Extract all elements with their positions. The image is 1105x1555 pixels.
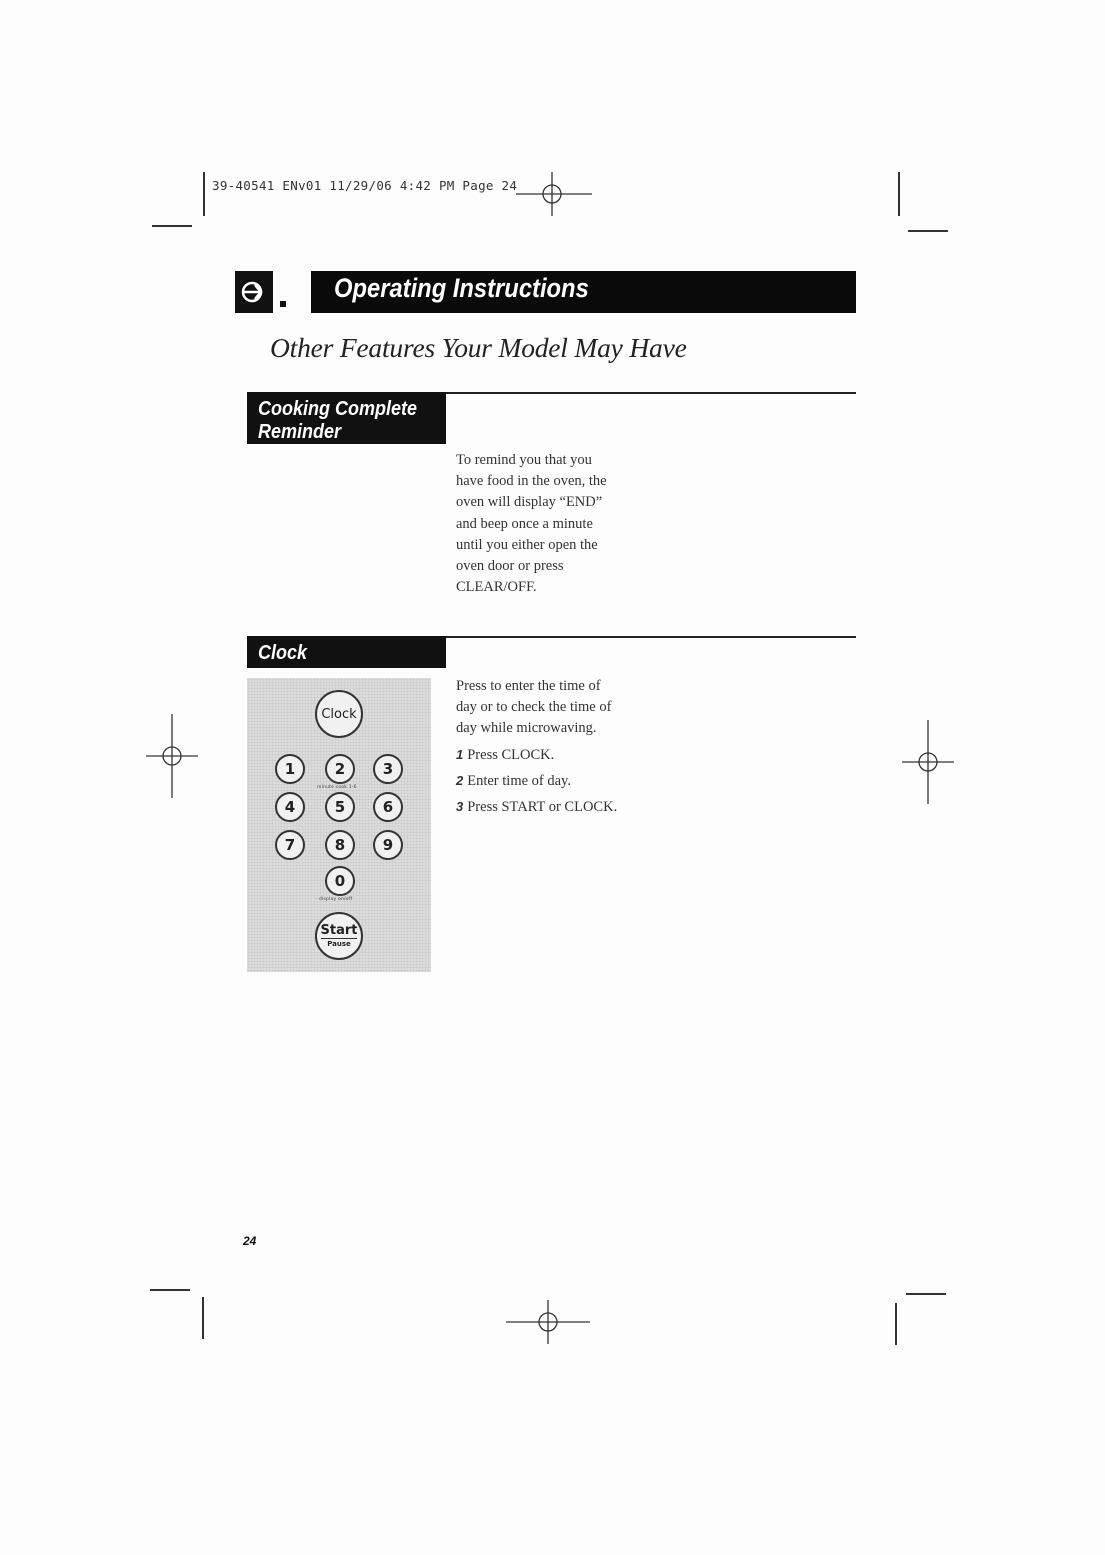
digit-key-8: 8: [325, 830, 355, 860]
registration-mark-bottom: [506, 1298, 590, 1344]
digit-key-6: 6: [373, 792, 403, 822]
step-1: 1 Press CLOCK.: [456, 746, 555, 763]
digit-key-2: 2: [325, 754, 355, 784]
crop-mark-bl-v: [202, 1297, 204, 1339]
text-line: CLEAR/OFF.: [456, 579, 537, 596]
text-line: To remind you that you: [456, 452, 592, 468]
text-line: day while microwaving.: [456, 720, 597, 737]
text-line: have food in the oven, the: [456, 473, 607, 490]
section-rule: [446, 636, 856, 638]
digit-key-7: 7: [275, 830, 305, 860]
section-label-text: Clock: [258, 642, 308, 664]
text-line: Press to enter the time of: [456, 678, 601, 694]
page-title: Operating Instructions: [334, 273, 589, 303]
microwave-section-icon: [235, 271, 287, 313]
step-3: 3 Press START or CLOCK.: [456, 799, 618, 816]
page-subtitle: Other Features Your Model May Have: [270, 332, 687, 363]
crop-mark-br-v: [895, 1303, 897, 1345]
crop-mark-br-h: [906, 1293, 946, 1295]
digit-key-5: 5: [325, 792, 355, 822]
digit-key-9: 9: [373, 830, 403, 860]
section-rule: [446, 392, 856, 394]
crop-mark-tl-v: [203, 172, 205, 216]
clock-text: [456, 676, 617, 818]
registration-mark-top: [512, 172, 596, 216]
digit-key-3: 3: [373, 754, 403, 784]
section-label-clock: [247, 636, 446, 668]
clock-key: Clock: [315, 690, 363, 738]
crop-mark-tr-v: [898, 172, 900, 216]
crop-mark-tl-h: [152, 225, 192, 227]
print-slug: 39-40541 ENv01 11/29/06 4:42 PM Page 24: [212, 178, 518, 193]
digit-key-4: 4: [275, 792, 305, 822]
step-2: 2 Enter time of day.: [456, 772, 571, 789]
digit-2-sublabel: minute cook 1-6: [317, 785, 357, 790]
text-line: day or to check the time of: [456, 699, 612, 716]
registration-mark-right: [902, 718, 954, 806]
section-label-cooking-complete-reminder: [247, 392, 446, 444]
keypad-illustration: [247, 678, 431, 972]
text-line: until you either open the: [456, 536, 598, 553]
digit-0-sublabel: display on/off: [319, 897, 353, 902]
crop-mark-tr-h: [908, 230, 948, 232]
registration-mark-left: [146, 712, 198, 800]
digit-key-0: 0: [325, 866, 355, 896]
section-label-line1: Cooking Complete: [258, 398, 418, 420]
cooking-complete-text: [456, 450, 607, 598]
text-line: oven door or press: [456, 558, 564, 575]
text-line: and beep once a minute: [456, 515, 593, 532]
crop-mark-bl-h: [150, 1289, 190, 1291]
section-label-line2: Reminder: [258, 421, 342, 443]
start-pause-key: Start Pause: [315, 912, 363, 960]
page-number: 24: [243, 1234, 257, 1248]
text-line: oven will display “END”: [456, 494, 603, 511]
digit-key-1: 1: [275, 754, 305, 784]
